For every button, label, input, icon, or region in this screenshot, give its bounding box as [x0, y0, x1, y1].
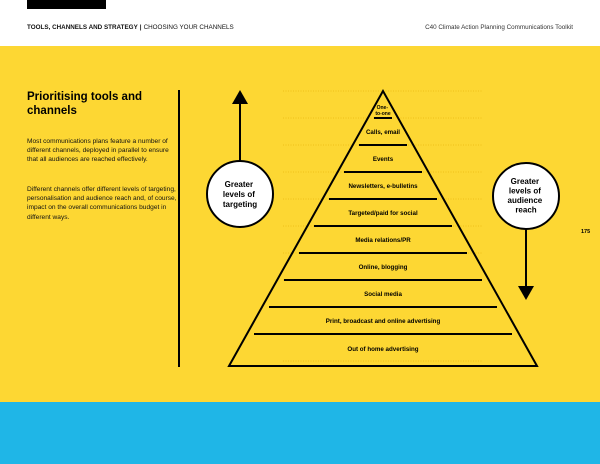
page-number: 175	[581, 229, 591, 235]
pyramid-level-media-relations: Media relations/PR	[355, 237, 411, 244]
breadcrumb-separator: |	[139, 24, 142, 31]
pyramid-level-online-blogging: Online, blogging	[358, 264, 408, 271]
pyramid-level-advertising: Print, broadcast and online advertising	[325, 318, 441, 325]
pyramid-level-social-media: Social media	[364, 291, 402, 298]
section-name: TOOLS, CHANNELS AND STRATEGY	[27, 24, 138, 31]
pyramid-level-events: Events	[372, 156, 394, 163]
reach-arrow-down-icon	[518, 229, 534, 300]
channels-paragraph: Different channels offer different levels of targeting, personalisation and audience reach and, of course, impact on the overall communications budget in different ways.	[27, 186, 177, 221]
pyramid-level-one-to-one: One- to-one	[375, 105, 391, 117]
pyramid-level-newsletters: Newsletters, e-bulletins	[348, 183, 418, 190]
intro-paragraph: Most communications plans feature a number of different channels, deployed in parallel to ensure that all audiences are reached effectively.	[27, 138, 169, 164]
pyramid-level-out-of-home: Out of home advertising	[347, 346, 419, 353]
subsection-name: CHOOSING YOUR CHANNELS	[143, 24, 234, 31]
pyramid-level-calls-email: Calls, email	[365, 129, 401, 136]
page-title: Prioritising tools and channels	[27, 91, 143, 117]
reach-circle-label: Greater levels of audience reach	[507, 177, 543, 215]
document-title: C40 Climate Action Planning Communications Toolkit	[425, 24, 573, 31]
targeting-arrow-up-icon	[232, 90, 248, 162]
targeting-circle-label: Greater levels of targeting	[222, 180, 258, 209]
pyramid-level-targeted-social: Targeted/paid for social	[348, 210, 418, 217]
